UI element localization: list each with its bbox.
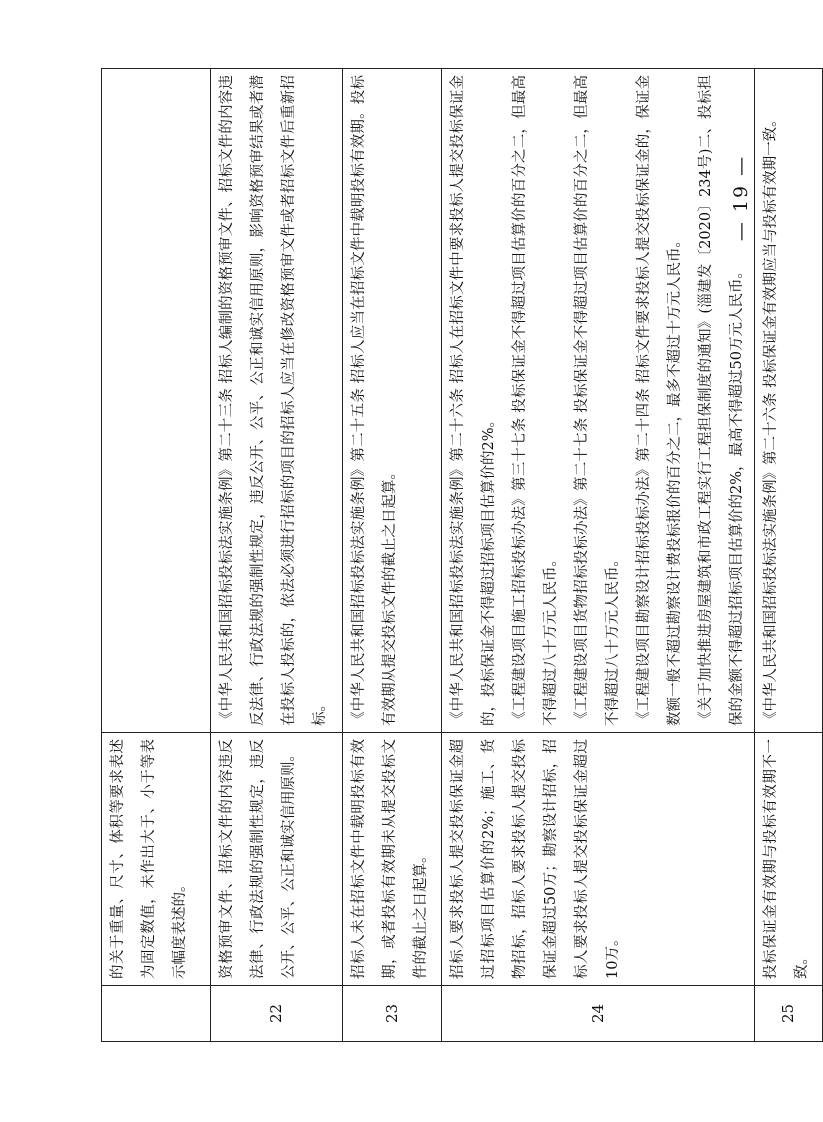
issue-cell — [442, 733, 755, 986]
basis-text: 《中华人民共和国招标投标法实施条例》第二十五条 招标人应当在招标文件中载明投标有效期。投标有效期从提交投标文件的截止之日起算。 — [351, 75, 398, 726]
basis-text: 《工程建设项目货物招标投标办法》第二十七条 投标保证金不得超过项目估算价的百分之二，但最高不得超过八十万元人民币。 — [574, 75, 621, 726]
basis-cell — [755, 69, 823, 733]
basis-text: 《中华人民共和国招标投标法实施条例》第二十三条 招标人编制的资格预审文件、招标文件的内容违反法律、行政法规的强制性规定，违反公开、公平、公正和诚实信用原则，影响资格预审结果或者潜在投标人投标的，依法必须进行招标的项目的招标人应当在修改资格预审文件或者招标文件后重新招标。 — [219, 75, 328, 726]
issue-cell — [755, 733, 823, 986]
basis-text: 《中华人民共和国招标投标法实施条例》第二十六条 招标人在招标文件中要求投标人提交投标保证金的，投标保证金不得超过招标项目估算价的2%。 — [450, 75, 497, 726]
issue-text: 资格预审文件、招标文件的内容违反法律、行政法规的强制性规定，违反公开、公平、公正和诚实信用原则。 — [219, 739, 297, 979]
row-number-cell: 24 — [442, 986, 755, 1042]
issue-cell — [102, 733, 211, 986]
issue-text: 招标人未在招标文件中载明投标有效期，或者投标有效期未从提交投标文件的截止之日起算。 — [351, 739, 429, 979]
issue-cell — [343, 733, 442, 986]
regulation-table — [101, 68, 823, 1042]
table-row — [755, 69, 823, 1042]
table-row — [102, 69, 211, 1042]
basis-cell — [343, 69, 442, 733]
basis-cell — [442, 69, 755, 733]
basis-cell — [211, 69, 343, 733]
table-row — [211, 69, 343, 1042]
row-number-cell: 25 — [755, 986, 823, 1042]
table-row — [343, 69, 442, 1042]
table-row — [442, 69, 755, 1042]
issue-text: 招标人要求投标人提交投标保证金超过招标项目估算价的2%；施工、货物招标，招标人要求投标人提交投标保证金超过50万；勘察设计招标，招标人要求投标人提交投标保证金超过10万。 — [450, 739, 621, 979]
basis-text: 《中华人民共和国招标投标法实施条例》第二十六条 投标保证金有效期应当与投标有效期一致。 — [763, 112, 779, 726]
basis-text: 《关于加快推进房屋建筑和市政工程实行工程担保制度的通知》(淄建发〔2020〕234号)二、投标担保的金额不得超过招标项目估算价的2%，最高不得超过50万元人民币。 — [698, 75, 745, 726]
issue-text: 投标保证金有效期与投标有效期不一致。 — [763, 739, 810, 979]
issue-cell — [211, 733, 343, 986]
issue-text: 的关于重量、尺寸、体积等要求表述为固定数值，未作出大于、小于等表示幅度表述的。 — [110, 739, 188, 979]
basis-text: 《工程建设项目施工招标投标办法》第三十七条 投标保证金不得超过项目估算价的百分之二，但最高不得超过八十万元人民币。 — [512, 75, 559, 726]
basis-text: 《工程建设项目勘察设计招标投标办法》第二十四条 招标文件要求投标人提交投标保证金的，保证金数额一般不超过勘察设计费投标报价的百分之二，最多不超过十万元人民币。 — [636, 75, 683, 726]
row-number-cell: 23 — [343, 986, 442, 1042]
page-number: — 19 — — [730, 154, 752, 242]
row-number-cell: 22 — [211, 986, 343, 1042]
basis-cell — [102, 69, 211, 733]
row-number-cell — [102, 986, 211, 1042]
